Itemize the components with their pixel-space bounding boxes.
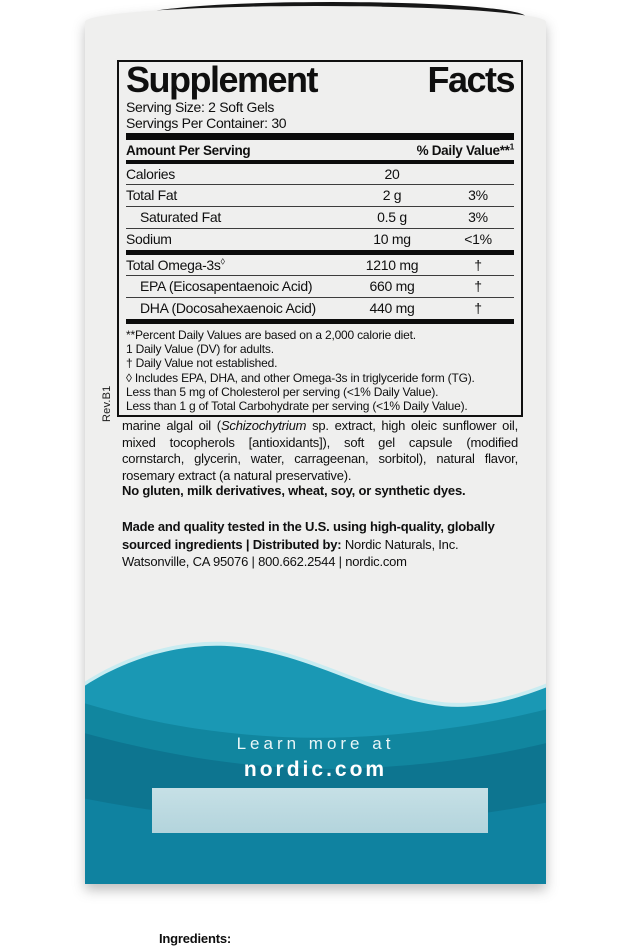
ingredients-label: Ingredients: xyxy=(159,931,231,946)
footnote-line: Less than 5 mg of Cholesterol per serving (<1% Daily Value). xyxy=(126,384,439,399)
thick-rule xyxy=(126,319,514,324)
servings-per-container: Servings Per Container: 30 xyxy=(126,115,287,131)
row-total-omega3 xyxy=(126,255,514,275)
footnote-line: ◊ Includes EPA, DHA, and other Omega-3s in triglyceride form (TG). xyxy=(126,370,475,385)
made-in-us-bold: Made and quality tested in the U.S. using high-quality, globally sourced ingredients | Distributed by: xyxy=(122,519,495,552)
nutrient-name: EPA (Eicosapentaenoic Acid) xyxy=(140,278,313,294)
learn-more-text: Learn more at xyxy=(236,734,395,753)
footnote-line: Less than 1 g of Total Carbohydrate per serving (<1% Daily Value). xyxy=(126,399,468,414)
box-front-panel xyxy=(85,6,546,946)
nutrient-name: Sodium xyxy=(126,231,172,247)
ingredients-part1: marine algal oil ( xyxy=(122,418,221,433)
footnote-line: **Percent Daily Values are based on a 2,000 calorie diet. xyxy=(126,328,416,342)
nutrient-dv: 3% xyxy=(468,187,488,203)
nutrient-amount: 660 mg xyxy=(369,278,415,294)
row-sodium xyxy=(126,228,514,250)
title-word-supplement: Supplement xyxy=(126,59,318,100)
serving-size: Serving Size: 2 Soft Gels xyxy=(126,99,275,115)
nutrient-dv: † xyxy=(474,278,482,294)
daily-value-superscript: 1 xyxy=(509,141,514,152)
row-epa xyxy=(126,275,514,297)
supplement-facts-title xyxy=(126,61,514,99)
row-total-fat xyxy=(126,184,514,206)
distribution-text xyxy=(122,518,522,571)
nutrient-dv: 3% xyxy=(468,209,488,225)
row-saturated-fat xyxy=(126,206,514,228)
nutrient-amount: 1210 mg xyxy=(365,257,419,273)
revision-code: Rev.B1 xyxy=(101,385,113,422)
ingredients-part2: sp. extract, high oleic sunflower oil, mixed tocopherols [antioxidants]), soft gel capsule (modified cornstarch, glycerin, water, carrageenan, sorbitol), natural flavor, rosemary extract (a natural preservative). xyxy=(122,418,518,483)
nutrient-dv: † xyxy=(474,300,482,316)
nutrient-dv: † xyxy=(474,257,482,273)
footnotes xyxy=(126,328,514,413)
distributor-company: Nordic Naturals, Inc. xyxy=(344,536,459,552)
row-calories xyxy=(126,164,514,184)
amount-per-serving-header: Amount Per Serving xyxy=(126,143,251,158)
footer-blank-box xyxy=(152,788,488,833)
nutrient-amount: 2 g xyxy=(382,187,402,203)
nutrient-name: Total Fat xyxy=(126,187,177,203)
distributor-address: Watsonville, CA 95076 | 800.662.2544 | nordic.com xyxy=(122,554,407,569)
title-word-facts: Facts xyxy=(427,59,514,100)
nordic-url: nordic.com xyxy=(243,758,388,781)
supplement-facts-box xyxy=(117,60,523,417)
learn-more-block xyxy=(85,732,546,784)
allergen-statement: No gluten, milk derivatives, wheat, soy, or synthetic dyes. xyxy=(122,483,466,498)
footnote-line: 1 Daily Value (DV) for adults. xyxy=(126,342,274,357)
nutrient-dv: <1% xyxy=(464,231,492,247)
daily-value-header: % Daily Value**$^1$ xyxy=(416,141,514,158)
nutrient-dv xyxy=(442,164,514,184)
nutrient-amount: 0.5 g xyxy=(377,209,407,225)
omega3-superscript: ◊ xyxy=(220,256,225,267)
nutrient-amount: 20 xyxy=(384,166,400,182)
facts-header-row xyxy=(126,140,514,160)
nutrient-name: Calories xyxy=(126,166,175,182)
nutrient-name: DHA (Docosahexaenoic Acid) xyxy=(140,300,316,316)
ingredients-species-italic: Schizochytrium xyxy=(220,418,307,433)
nutrient-amount: 440 mg xyxy=(369,300,415,316)
nutrient-name: Total Omega-3s◊ xyxy=(126,256,225,273)
nutrient-name: Saturated Fat xyxy=(140,209,221,225)
nutrient-amount: 10 mg xyxy=(373,231,411,247)
footnote-line: † Daily Value not established. xyxy=(126,356,278,371)
thick-rule xyxy=(126,133,514,140)
row-dha xyxy=(126,297,514,319)
